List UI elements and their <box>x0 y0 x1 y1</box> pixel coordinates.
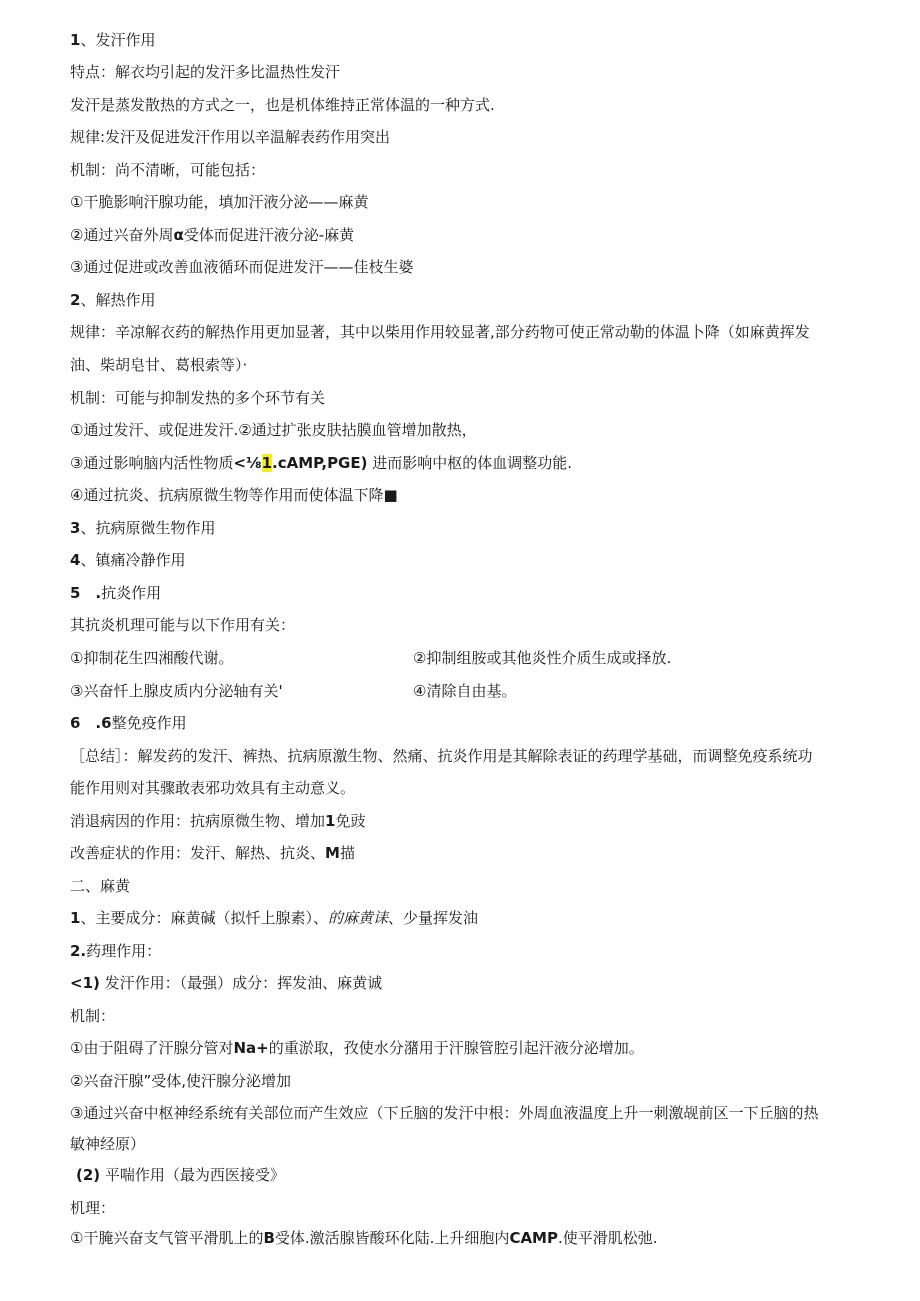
heading-analgesic: 4、镇痛冷静作用 <box>70 551 186 569</box>
text-line: 消退病因的作用：抗病原微生物、增加1免豉 <box>70 812 366 830</box>
text-line: 机制：尚不清晰，可能包括： <box>70 161 266 179</box>
text-line: 特点：解衣均引起的发汗多比温热性发汗 <box>70 63 341 81</box>
text-line: 发汗是蒸发散热的方式之一，也是机体维持正常体温的一种方式. <box>70 96 495 114</box>
text-line: 机制： <box>70 1007 116 1025</box>
text-line: 敏神经原） <box>70 1135 146 1153</box>
text-line: 其抗炎机理可能与以下作用有关： <box>70 616 296 634</box>
text-line: ①通过发汗、或促进发汗.②通过扩张皮肤拈膜血管增加散热， <box>70 421 477 439</box>
text-line: 2.药理作用： <box>70 942 162 960</box>
heading-immune: 6 .6整免疫作用 <box>70 714 187 732</box>
text-line: 机理： <box>70 1199 116 1217</box>
text-line: <1) 发汗作用：（最强）成分：挥发油、麻黄诚 <box>70 974 383 992</box>
heading-antimicrobial: 3、抗病原微生物作用 <box>70 519 216 537</box>
text-line: ③通过促进或改善血液循环而促进发汗——佳枝生婆 <box>70 258 414 276</box>
text-line: 1、主要成分：麻黄碱（拟忏上腺素）、的麻黄诔、少量挥发油 <box>70 909 478 927</box>
heading-ephedra: 二、麻黄 <box>70 877 131 895</box>
heading-anti-inflammatory: 5 .抗炎作用 <box>70 584 162 602</box>
heading-antipyretic: 2、解热作用 <box>70 291 156 309</box>
summary-line: ［总结］：解发药的发汗、裤热、抗病原激生物、然痛、抗炎作用是其解除表证的药理学基础，而调整免疫系统功 <box>70 747 813 765</box>
highlight-mark: 1 <box>261 454 272 472</box>
text-line: ①由于阻碍了汗腺分管对Na+的重淤取，孜使水分潴用于汗腺管腔引起汗液分泌增加。 <box>70 1039 644 1057</box>
text-line: (2) 平喘作用（最为西医接受》 <box>76 1166 285 1184</box>
text-line: ③通过兴奋中枢神经系统有关部位而产生效应（下丘脑的发汗中根：外周血液温度上升一刺激觇前区一下丘脑的热 <box>70 1104 819 1122</box>
text-line: ③通过影响脑内活性物质<⅛1.cAMP,PGE) 进而影响中枢的体血调整功能. <box>70 454 573 472</box>
text-line: 规律:发汗及促进发汗作用以辛温解表药作用突出 <box>70 128 391 146</box>
text-line: 机制：可能与抑制发热的多个环节有关 <box>70 389 326 407</box>
text-line: 改善症状的作用：发汗、解热、抗炎、M描 <box>70 844 355 862</box>
text-line: ③兴奋忏上腺皮质内分泌轴有关' ④清除自由基。 <box>70 682 517 700</box>
heading-sweating: 1、发汗作用 <box>70 31 156 49</box>
text-line: ④通过抗炎、抗病原微生物等作用而使体温下降■ <box>70 486 398 504</box>
text-line: 油、柴胡皂甘、葛根索等）· <box>70 356 248 374</box>
text-line: ①干腌兴奋支气管平滑肌上的B受体.激活腺皆酸环化陆.上升细胞内CAMP.使平滑肌松弛. <box>70 1229 658 1247</box>
summary-line: 能作用则对其骤敢表邪功效具有主动意义。 <box>70 779 356 797</box>
text-line: ②通过兴奋外周α受体而促进汗液分泌-麻黄 <box>70 226 355 244</box>
text-line: ①抑制花生四湘酸代谢。 ②抑制组胺或其他炎性介质生成或择放. <box>70 649 672 667</box>
text-line: 规律：辛凉解衣药的解热作用更加显著，其中以柴用作用较显著,部分药物可使正常动勒的体温卜降（如麻黄挥发 <box>70 323 810 341</box>
text-line: ②兴奋汗腺”受体,使汗腺分泌增加 <box>70 1072 291 1090</box>
text-line: ①干脆影响汗腺功能，填加汗液分泌——麻黄 <box>70 193 369 211</box>
